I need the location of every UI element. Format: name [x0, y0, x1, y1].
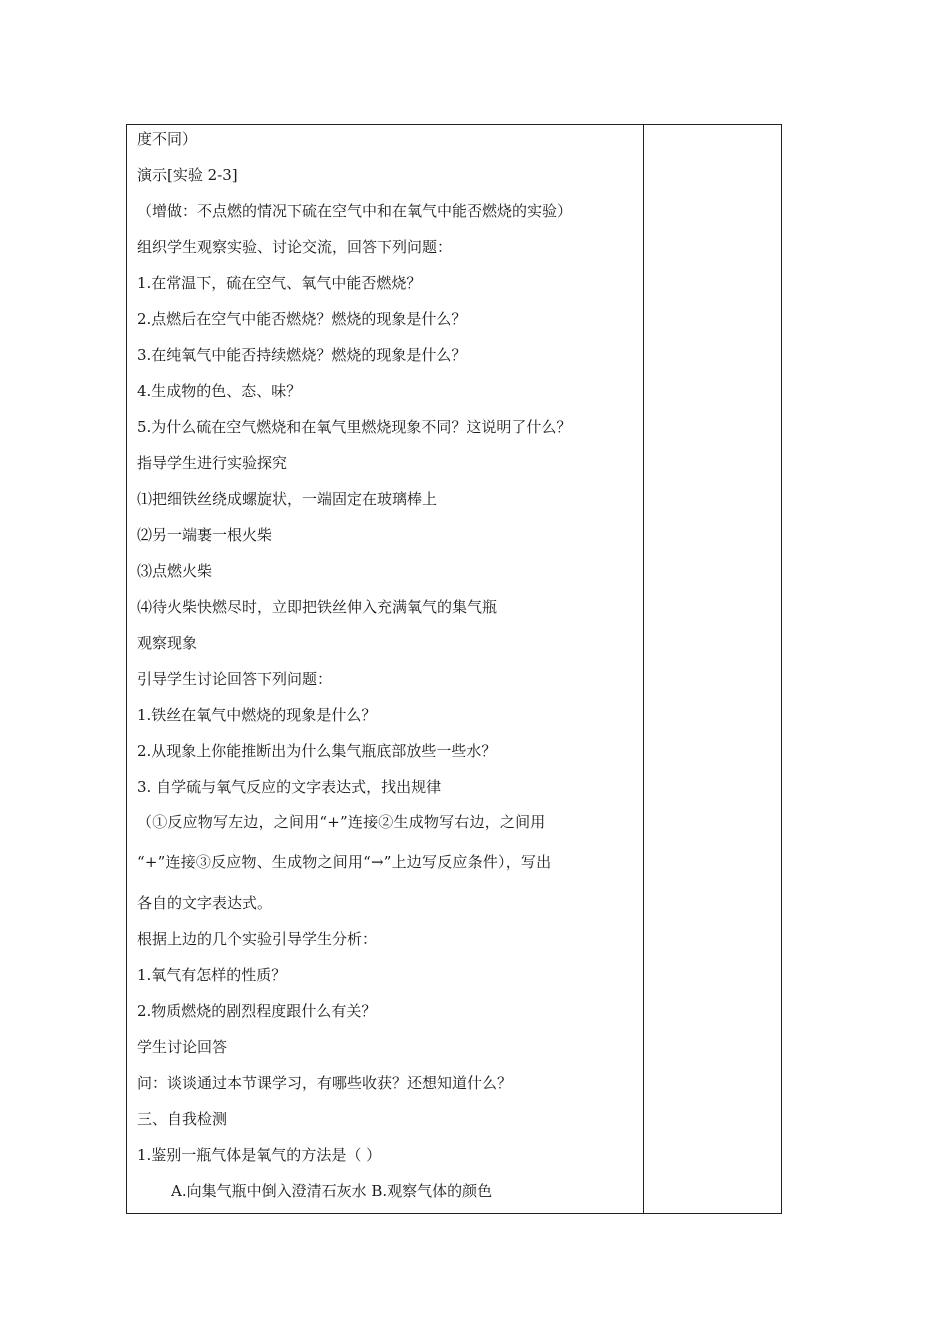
- text-line: ⑵另一端裹一根火柴: [137, 526, 273, 544]
- text-line: 1.在常温下，硫在空气、氧气中能否燃烧？: [137, 274, 422, 292]
- text-line: 5.为什么硫在空气燃烧和在氧气里燃烧现象不同？这说明了什么？: [137, 418, 572, 436]
- text-line: 根据上边的几个实验引导学生分析：: [137, 930, 378, 948]
- text-line: 1.氧气有怎样的性质？: [137, 966, 287, 984]
- text-line: 指导学生进行实验探究: [137, 454, 288, 472]
- text-line: 三、自我检测: [137, 1110, 228, 1128]
- text-line: ⑶点燃火柴: [137, 562, 213, 580]
- text-line: （①反应物写左边，之间用“+”连接②生成物写右边，之间用: [137, 813, 546, 831]
- text-line: 2.物质燃烧的剧烈程度跟什么有关？: [137, 1002, 377, 1020]
- text-line: 4.生成物的色、态、味？: [137, 382, 302, 400]
- notes-cell: [644, 125, 781, 1213]
- text-line: （增做：不点燃的情况下硫在空气中和在氧气中能否燃烧的实验）: [137, 202, 573, 220]
- text-line: 2.点燃后在空气中能否燃烧？燃烧的现象是什么？: [137, 310, 467, 328]
- teaching-content-cell: [127, 125, 644, 1213]
- text-line: A.向集气瓶中倒入澄清石灰水 B.观察气体的颜色: [171, 1182, 493, 1200]
- text-line: 组织学生观察实验、讨论交流，回答下列问题：: [137, 238, 453, 256]
- text-line: 演示[实验 2-3]: [137, 166, 238, 184]
- text-line: 3.在纯氧气中能否持续燃烧？燃烧的现象是什么？: [137, 346, 467, 364]
- text-line: 1.鉴别一瓶气体是氧气的方法是（ ）: [137, 1146, 382, 1164]
- text-line: 引导学生讨论回答下列问题：: [137, 670, 333, 688]
- text-line: ⑷待火柴快燃尽时，立即把铁丝伸入充满氧气的集气瓶: [137, 598, 498, 616]
- text-line: ⑴把细铁丝绕成螺旋状，一端固定在玻璃棒上: [137, 490, 438, 508]
- lesson-table: [126, 124, 782, 1214]
- text-line: 问：谈谈通过本节课学习，有哪些收获？还想知道什么？: [137, 1074, 513, 1092]
- text-line: 1.铁丝在氧气中燃烧的现象是什么？: [137, 706, 377, 724]
- text-line: 度不同）: [137, 130, 198, 148]
- text-line: 各自的文字表达式。: [137, 894, 273, 912]
- text-line: 学生讨论回答: [137, 1038, 228, 1056]
- text-line: 观察现象: [137, 634, 198, 652]
- text-line: “+”连接③反应物、生成物之间用“→”上边写反应条件），写出: [137, 853, 552, 871]
- text-line: 3. 自学硫与氧气反应的文字表达式，找出规律: [137, 778, 442, 796]
- text-line: 2.从现象上你能推断出为什么集气瓶底部放些一些水？: [137, 742, 497, 760]
